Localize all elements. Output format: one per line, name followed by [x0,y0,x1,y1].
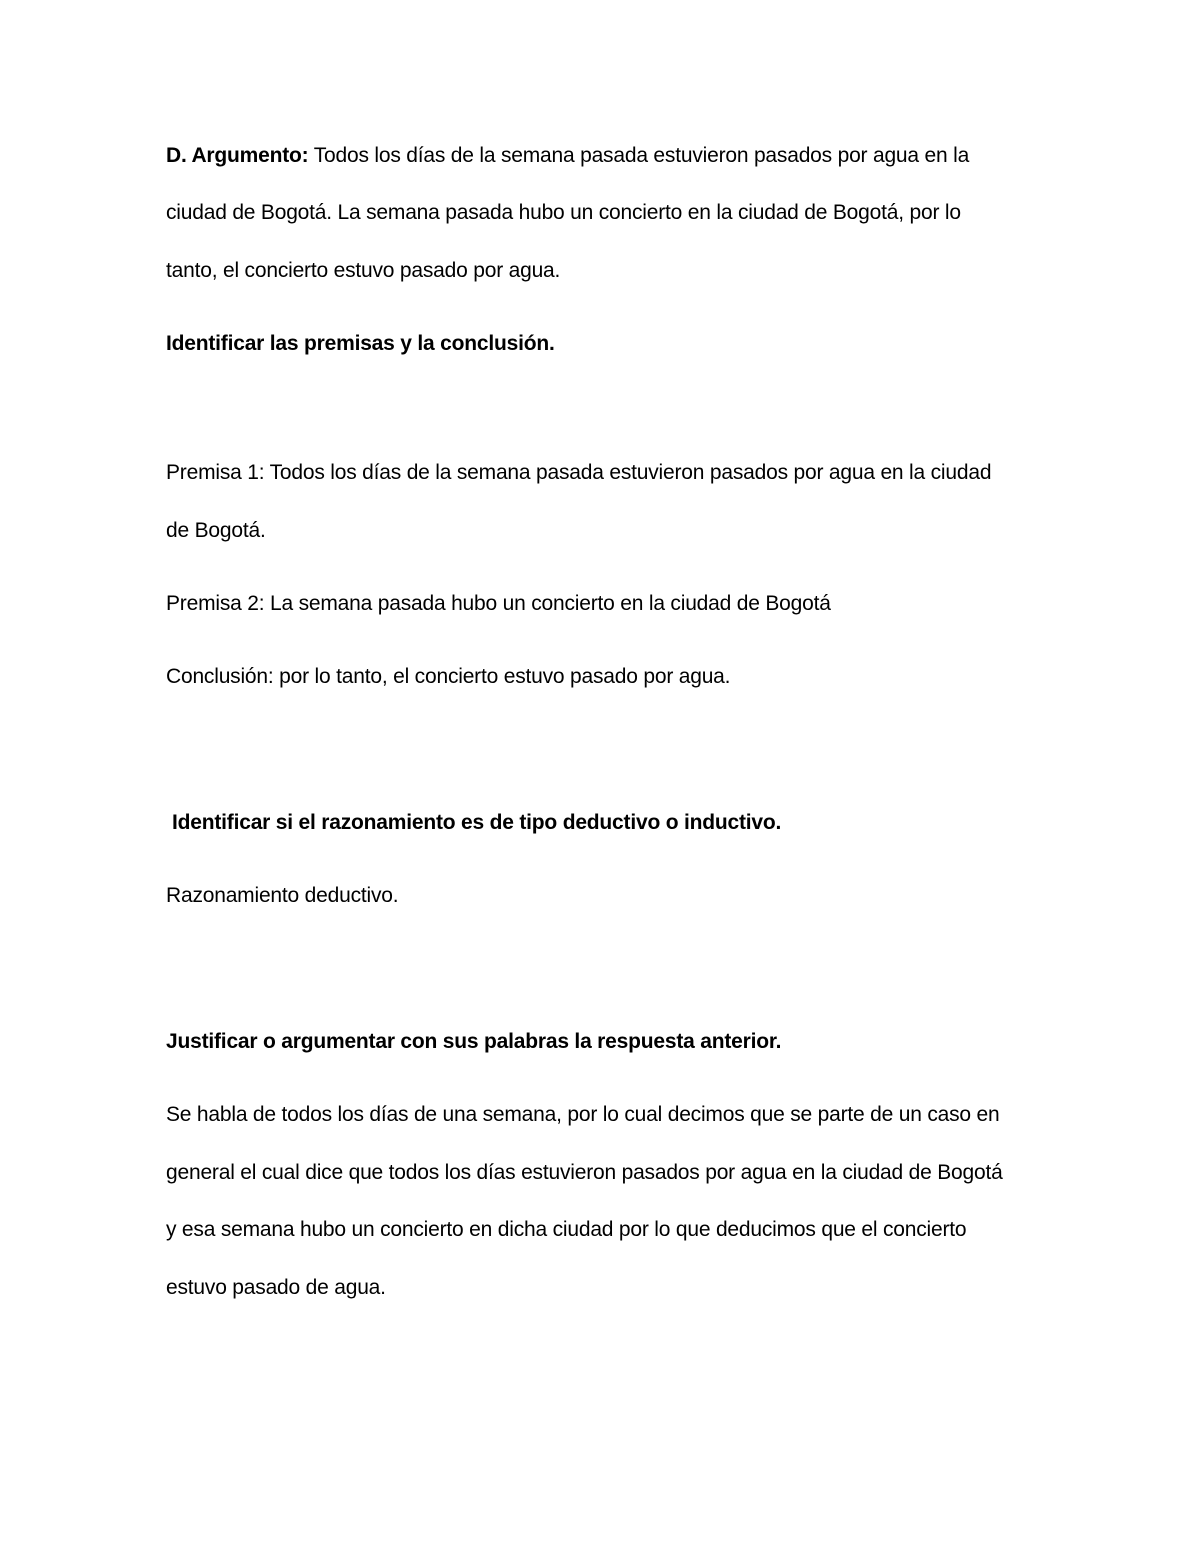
justification-line-4: estuvo pasado de agua. [166,1276,386,1299]
justification-line-2: general el cual dice que todos los días estuvieron pasados por agua en la ciudad de Bogotá [166,1161,1003,1184]
argument-line-1 [166,143,969,169]
question-justify: Justificar o argumentar con sus palabras la respuesta anterior. [166,1030,782,1053]
argument-line-3: tanto, el concierto estuvo pasado por agua. [166,259,561,282]
answer-reasoning-type: Razonamiento deductivo. [166,884,399,907]
question-reasoning-type: Identificar si el razonamiento es de tipo deductivo o inductivo. [172,811,782,834]
premise-2: Premisa 2: La semana pasada hubo un concierto en la ciudad de Bogotá [166,592,831,615]
premise-1-line-2: de Bogotá. [166,519,266,542]
argument-label: D. Argumento: [166,144,309,167]
argument-text-1: Todos los días de la semana pasada estuvieron pasados por agua en la [308,144,970,167]
justification-line-3: y esa semana hubo un concierto en dicha ciudad por lo que deducimos que el concierto [166,1218,967,1241]
premise-1-line-1: Premisa 1: Todos los días de la semana pasada estuvieron pasados por agua en la ciudad [166,461,992,484]
question-premises-conclusion: Identificar las premisas y la conclusión. [166,332,555,355]
justification-line-1: Se habla de todos los días de una semana, por lo cual decimos que se parte de un caso en [166,1103,1000,1126]
conclusion: Conclusión: por lo tanto, el concierto estuvo pasado por agua. [166,665,731,688]
argument-line-2: ciudad de Bogotá. La semana pasada hubo un concierto en la ciudad de Bogotá, por lo [166,201,961,224]
